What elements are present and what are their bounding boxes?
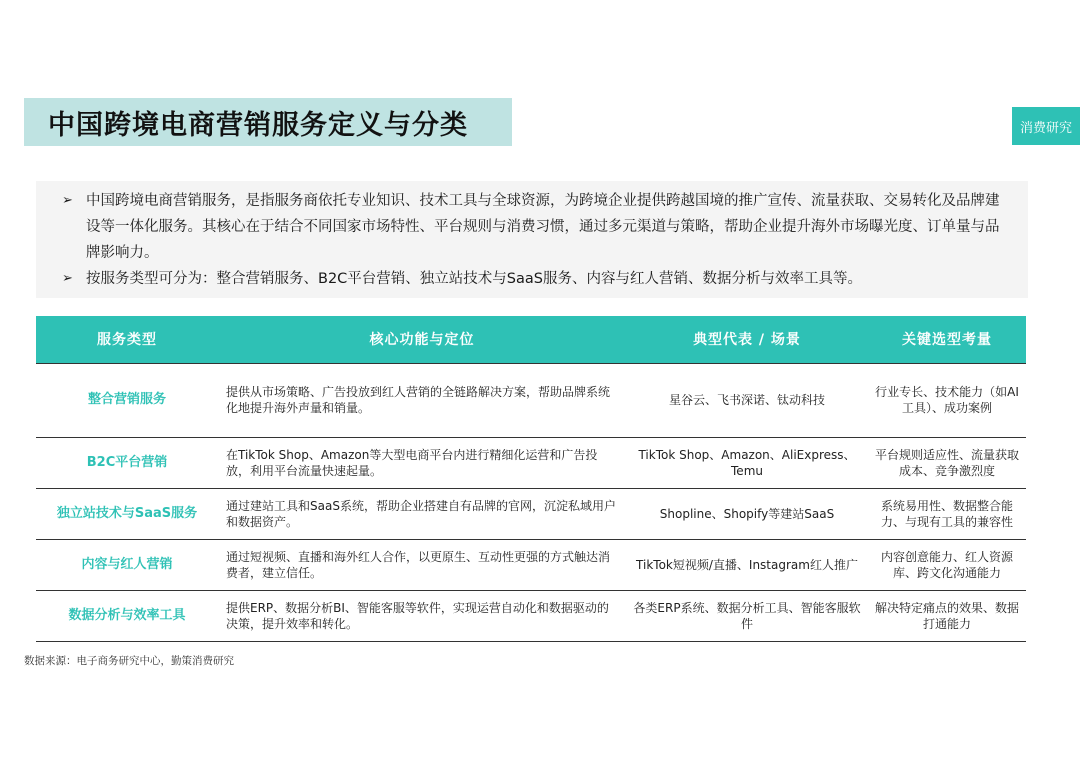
cell-considerations: 内容创意能力、红人资源库、跨文化沟通能力 [868,539,1026,590]
title-band [24,98,512,146]
cell-representative: TikTok Shop、Amazon、AliExpress、Temu [626,437,868,488]
cell-considerations: 行业专长、技术能力（如AI工具）、成功案例 [868,363,1026,437]
cell-representative: TikTok短视频/直播、Instagram红人推广 [626,539,868,590]
cell-function: 通过短视频、直播和海外红人合作，以更原生、互动性更强的方式触达消费者，建立信任。 [218,539,626,590]
cell-representative: Shopline、Shopify等建站SaaS [626,488,868,539]
intro-bullet-text: 按服务类型可分为：整合营销服务、B2C平台营销、独立站技术与SaaS服务、内容与红人营销、数据分析与效率工具等。 [86,271,862,287]
cell-function: 提供从市场策略、广告投放到红人营销的全链路解决方案，帮助品牌系统化地提升海外声量和销量。 [218,363,626,437]
header-service-type: 服务类型 [36,316,218,363]
cell-function: 通过建站工具和SaaS系统，帮助企业搭建自有品牌的官网，沉淀私域用户和数据资产。 [218,488,626,539]
intro-bullet-text: 中国跨境电商营销服务，是指服务商依托专业知识、技术工具与全球资源，为跨境企业提供跨越国境的推广宣传、流量获取、交易转化及品牌建设等一体化服务。其核心在于结合不同国家市场特性、平台规则与消费习惯，通过多元渠道与策略，帮助企业提升海外市场曝光度、订单量与品牌影响力。 [86,193,1000,261]
arrow-bullet-icon: ➢ [62,193,73,208]
header-core-function: 核心功能与定位 [218,316,626,363]
cell-service-type: 数据分析与效率工具 [36,590,218,641]
table-row [36,590,1026,641]
cell-considerations: 系统易用性、数据整合能力、与现有工具的兼容性 [868,488,1026,539]
cell-service-type: B2C平台营销 [36,437,218,488]
header-key-considerations: 关键选型考量 [868,316,1026,363]
intro-bullet [62,266,1006,292]
page-title: 中国跨境电商营销服务定义与分类 [48,109,468,141]
table-row [36,363,1026,437]
cell-service-type: 内容与红人营销 [36,539,218,590]
service-table [36,316,1026,642]
arrow-bullet-icon: ➢ [62,271,73,286]
cell-considerations: 平台规则适应性、流量获取成本、竞争激烈度 [868,437,1026,488]
table-header-row [36,316,1026,363]
cell-function: 提供ERP、数据分析BI、智能客服等软件，实现运营自动化和数据驱动的决策，提升效率和转化。 [218,590,626,641]
cell-service-type: 整合营销服务 [36,363,218,437]
table-row [36,437,1026,488]
cell-representative: 各类ERP系统、数据分析工具、智能客服软件 [626,590,868,641]
table-row [36,539,1026,590]
table-row [36,488,1026,539]
cell-service-type: 独立站技术与SaaS服务 [36,488,218,539]
service-table-wrap [36,316,1026,642]
cell-representative: 星谷云、飞书深诺、钛动科技 [626,363,868,437]
header-representative: 典型代表 / 场景 [626,316,868,363]
category-tag: 消费研究 [1012,107,1080,145]
cell-function: 在TikTok Shop、Amazon等大型电商平台内进行精细化运营和广告投放，利用平台流量快速起量。 [218,437,626,488]
cell-considerations: 解决特定痛点的效果、数据打通能力 [868,590,1026,641]
data-source-note: 数据来源：电子商务研究中心，勤策消费研究 [24,655,234,667]
intro-bullet [62,188,1006,266]
intro-box [36,181,1028,298]
